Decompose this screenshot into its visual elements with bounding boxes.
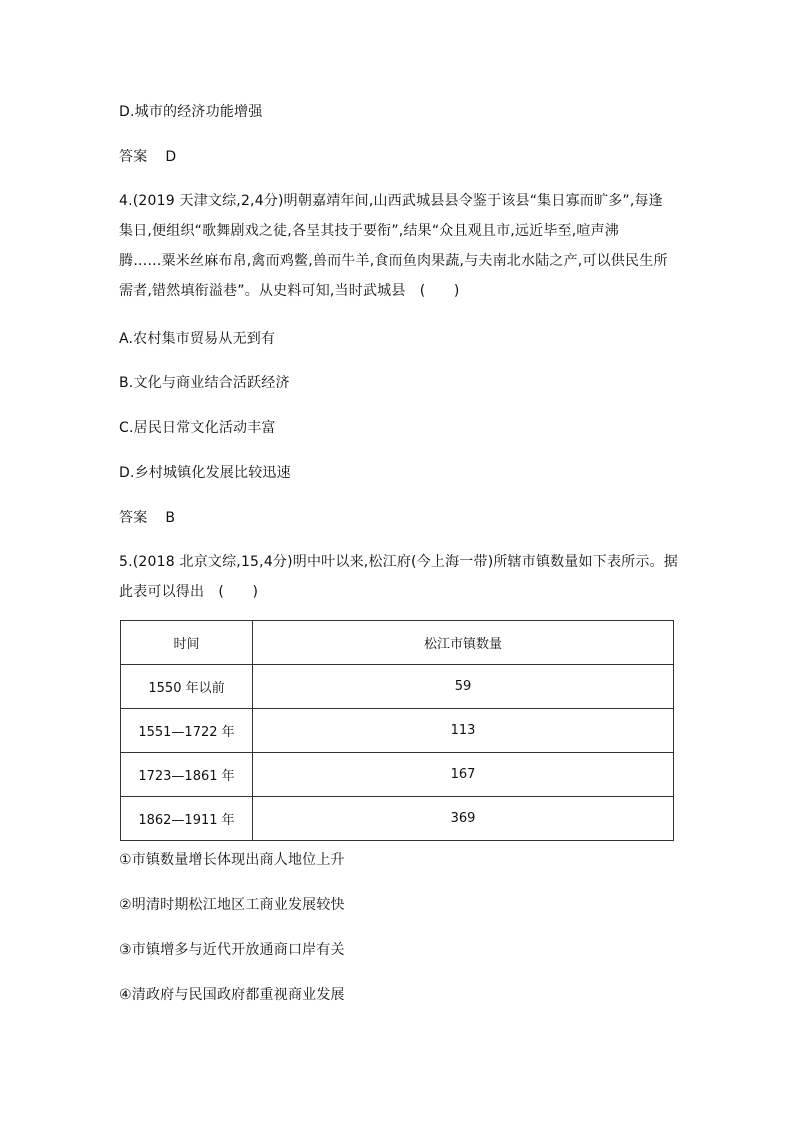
- q4-option-b: B.文化与商业结合活跃经济: [119, 375, 290, 391]
- q5-stem-line-1: 5.(2018 北京文综,15,4分)明中叶以来,松江府(今上海一带)所辖市镇数量如下表所示。据: [119, 554, 678, 570]
- table-header-row: [121, 621, 674, 665]
- table-cell-count: 113: [253, 709, 674, 753]
- q4-answer: [119, 508, 175, 528]
- q4-option-a: A.农村集市贸易从无到有: [119, 331, 276, 347]
- q5-stem-line-2: 此表可以得出 ( ): [119, 584, 259, 600]
- table-cell-count: 167: [253, 753, 674, 797]
- table-cell-count: 369: [253, 797, 674, 841]
- answer-label: 答案: [119, 149, 148, 165]
- q5-statement-1: ①市镇数量增长体现出商人地位上升: [119, 852, 345, 868]
- table-row: [121, 709, 674, 753]
- table-row: [121, 753, 674, 797]
- answer-value: D: [165, 149, 177, 165]
- q4-stem-line-4: 需者,错然填衔溢巷”。从史料可知,当时武城县 ( ): [119, 283, 460, 299]
- table-cell-period: 1551—1722 年: [121, 709, 253, 753]
- table-header-time: 时间: [121, 621, 253, 665]
- q3-answer: [119, 147, 176, 167]
- table-header-count: 松江市镇数量: [253, 621, 674, 665]
- q4-stem-line-3: 腾……粟米丝麻布帛,禽而鸡鳖,兽而牛羊,食而鱼肉果蔬,与夫南北水陆之产,可以供民生所: [119, 253, 668, 269]
- table-cell-period: 1723—1861 年: [121, 753, 253, 797]
- table-cell-count: 59: [253, 665, 674, 709]
- q4-stem-line-2: 集日,便组织“歌舞剧戏之徒,各呈其技于要衔”,结果“众且观且市,远近毕至,喧声沸: [119, 223, 620, 239]
- table-cell-period: 1550 年以前: [121, 665, 253, 709]
- q5-statement-3: ③市镇增多与近代开放通商口岸有关: [119, 942, 345, 958]
- q5-statement-4: ④清政府与民国政府都重视商业发展: [119, 987, 345, 1003]
- answer-value: B: [165, 510, 176, 526]
- q3-option-d: D.城市的经济功能增强: [119, 104, 263, 120]
- q4-option-c: C.居民日常文化活动丰富: [119, 420, 276, 436]
- table-row: [121, 797, 674, 841]
- market-town-table: [120, 620, 674, 841]
- q4-option-d: D.乡村城镇化发展比较迅速: [119, 465, 291, 481]
- q5-statement-2: ②明清时期松江地区工商业发展较快: [119, 897, 345, 913]
- table-cell-period: 1862—1911 年: [121, 797, 253, 841]
- q4-stem-line-1: 4.(2019 天津文综,2,4分)明朝嘉靖年间,山西武城县县令鉴于该县“集日寡而旷多”,每逢: [119, 193, 663, 209]
- table-row: [121, 665, 674, 709]
- answer-label: 答案: [119, 510, 148, 526]
